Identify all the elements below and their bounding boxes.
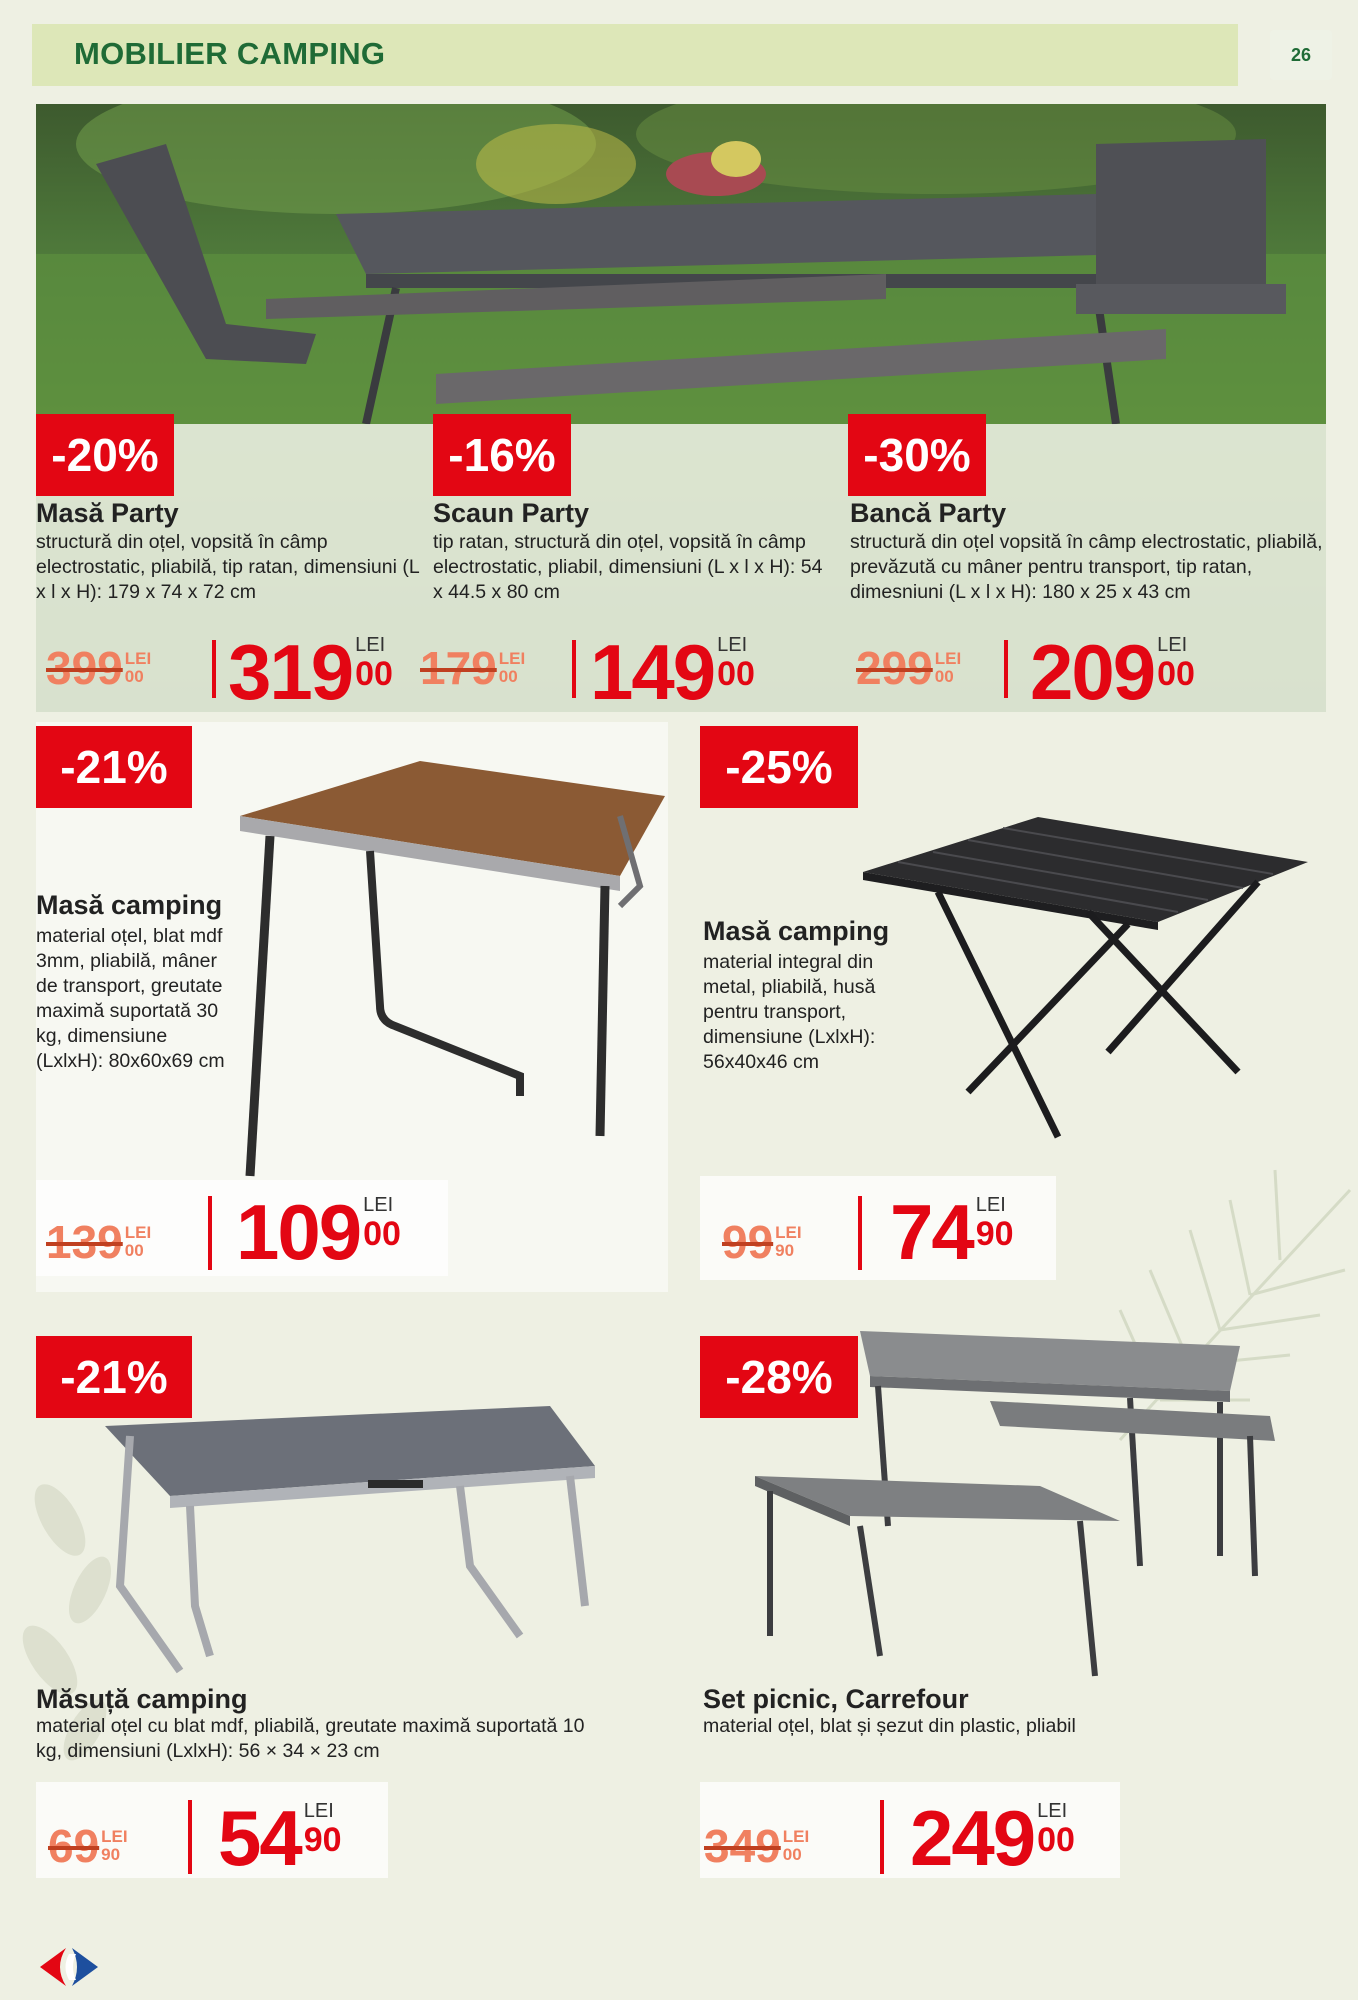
party-furniture-photo (36, 104, 1326, 716)
section-header (32, 24, 1238, 86)
product-name: Bancă Party (850, 498, 1007, 528)
product-name: Set picnic, Carrefour (703, 1684, 969, 1714)
discount-badge: -25% (700, 726, 858, 808)
old-price: 299 LEI 00 (856, 642, 962, 694)
product-name: Masă camping (703, 916, 890, 946)
wooden-camping-table-image (220, 756, 670, 1196)
page-number: 26 (1270, 30, 1332, 80)
carrefour-logo-icon (32, 1944, 104, 1990)
discount-badge: -21% (36, 1336, 192, 1418)
discount-badge: -28% (700, 1336, 858, 1418)
old-price: 399 LEI 00 (46, 642, 152, 694)
discount-badge: -30% (848, 414, 986, 496)
product-name: Masă camping (36, 890, 223, 920)
low-camping-table-image (100, 1406, 600, 1676)
product-name: Scaun Party (433, 498, 590, 528)
discount-badge: -20% (36, 414, 174, 496)
old-price: 69 LEI 90 (48, 1820, 128, 1872)
product-description: structură din oțel vopsită în câmp electrostatic, pliabilă, prevăzută cu mâner pentru transport, tip ratan, dimesniuni (L x l x H): 180 x 25 x 43 cm (850, 531, 1323, 603)
old-price: 179 LEI 00 (420, 642, 526, 694)
product-description: material oțel, blat și șezut din plastic, pliabil (703, 1715, 1076, 1737)
product-description: material oțel cu blat mdf, pliabilă, greutate maximă suportată 10 kg, dimensiuni (LxlxH): 56 × 34 × 23 cm (36, 1715, 585, 1762)
price-divider (858, 1196, 862, 1270)
new-price: 319 LEI 00 (228, 628, 393, 716)
discount-badge: -16% (433, 414, 571, 496)
new-price: 209 LEI 00 (1030, 628, 1195, 716)
section-title: MOBILIER CAMPING (74, 36, 386, 71)
new-price: 109 LEI 00 (236, 1188, 401, 1276)
product-description: structură din oțel, vopsită în câmp electrostatic, pliabilă, tip ratan, dimensiuni (L x l x H): 179 x 74 x 72 cm (36, 531, 419, 603)
new-price: 54 LEI 90 (218, 1794, 342, 1882)
product-name: Masă Party (36, 498, 179, 528)
new-price: 149 LEI 00 (590, 628, 755, 716)
product-description: material oțel, blat mdf 3mm, pliabilă, mâner de transport, greutate maximă suportată 30 kg, dimensiune (LxlxH): 80x60x69 cm (36, 925, 225, 1072)
price-divider (880, 1800, 884, 1874)
picnic-set-image (750, 1326, 1290, 1686)
old-price: 139 LEI 00 (46, 1216, 152, 1268)
price-divider (1004, 640, 1008, 698)
new-price: 74 LEI 90 (890, 1188, 1014, 1276)
old-price: 349 LEI 00 (704, 1820, 810, 1872)
discount-badge: -21% (36, 726, 192, 808)
metal-camping-table-image (858, 812, 1318, 1152)
product-name: Măsuță camping (36, 1684, 248, 1714)
price-divider (188, 1800, 192, 1874)
product-description: material integral din metal, pliabilă, husă pentru transport, dimensiune (LxlxH): 56x40x46 cm (703, 951, 876, 1073)
new-price: 249 LEI 00 (910, 1794, 1075, 1882)
old-price: 99 LEI 90 (722, 1216, 802, 1268)
price-divider (212, 640, 216, 698)
price-divider (572, 640, 576, 698)
price-divider (208, 1196, 212, 1270)
product-description: tip ratan, structură din oțel, vopsită în câmp electrostatic, pliabil, dimensiuni (L x l x H): 54 x 44.5 x 80 cm (433, 531, 823, 603)
